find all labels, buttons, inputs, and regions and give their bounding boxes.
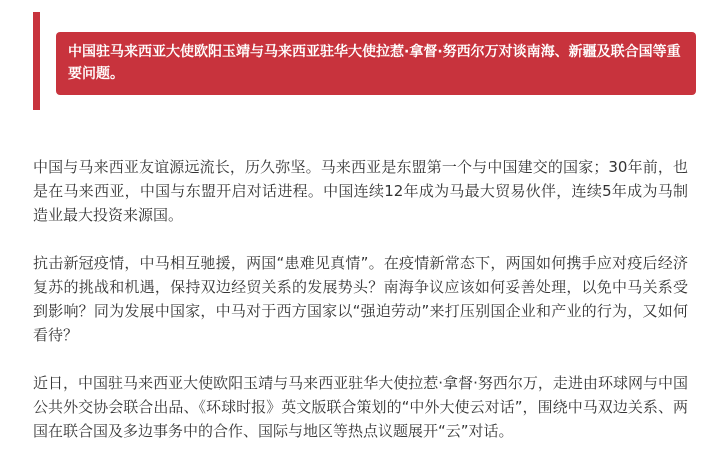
article-body — [33, 155, 688, 467]
paragraph-2: 抗击新冠疫情，中马相互驰援，两国“患难见真情”。在疫情新常态下，两国如何携手应对疫后经济复苏的挑战和机遇，保持双边经贸关系的发展势头？南海争议应该如何妥善处理，以免中马关系受到影响？同为发展中国家，中马对于西方国家以“强迫劳动”来打压别国企业和产业的行为，又如何看待？ — [33, 254, 688, 344]
article-callout — [33, 12, 696, 110]
paragraph-3: 近日，中国驻马来西亚大使欧阳玉靖与马来西亚驻华大使拉惹·拿督·努西尔万，走进由环球网与中国公共外交协会联合出品、《环球时报》英文版联合策划的“中外大使云对话”，围绕中马双边关系、两国在联合国及多边事务中的合作、国际与地区等热点议题展开“云”对话。 — [33, 374, 688, 440]
paragraph-1: 中国与马来西亚友谊源远流长，历久弥坚。马来西亚是东盟第一个与中国建交的国家；30年前，也是在马来西亚，中国与东盟开启对话进程。中国连续12年成为马最大贸易伙伴，连续5年成为马制造业最大投资来源国。 — [33, 158, 688, 224]
callout-text: 中国驻马来西亚大使欧阳玉靖与马来西亚驻华大使拉惹·拿督·努西尔万对谈南海、新疆及联合国等重要问题。 — [68, 44, 681, 82]
callout-summary — [56, 32, 696, 95]
callout-accent-bar — [33, 12, 40, 110]
